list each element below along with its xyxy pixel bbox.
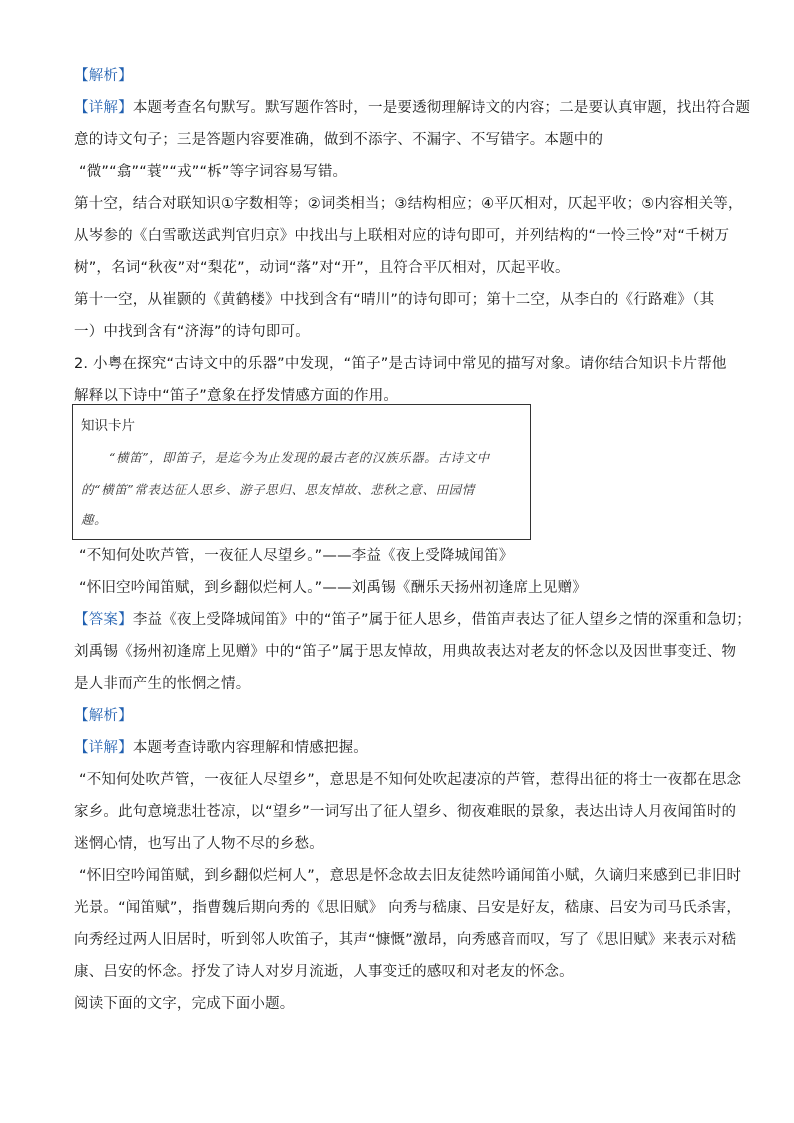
explanation-text: 光景。“闻笛赋”，指曹魏后期向秀的《思旧赋》 向秀与嵇康、吕安是好友，嵇康、吕安为司马氏杀害，	[74, 900, 742, 916]
poem-quote: “不知何处吹芦管，一夜征人尽望乡。”——李益《夜上受降城闻笛》	[79, 548, 514, 564]
detail-tag: 【详解】	[74, 740, 133, 756]
detail-tag: 【详解】	[74, 100, 133, 116]
explanation-text: 家乡。此句意境悲壮苍凉，以“望乡”一词写出了征人望乡、彻夜难眠的景象，表达出诗人月夜闻笛时的	[74, 804, 737, 820]
paragraph-line: 第十空，结合对联知识①字数相等；②词类相当；③结构相应；④平仄相对，仄起平收；⑤内容相关等，	[74, 196, 743, 212]
paragraph-line: 从岑参的《白雪歌送武判官归京》中找出与上联相对应的诗句即可，并列结构的“一怜三怜”对“千树万	[74, 228, 730, 244]
explanation-text: “不知何处吹芦管，一夜征人尽望乡”，意思是不知何处吹起凄凉的芦管，惹得出征的将士一夜都在思念	[79, 772, 742, 788]
detail-text: 本题考查名句默写。默写题作答时，一是要透彻理解诗文的内容；二是要认真审题，找出符合题	[132, 100, 751, 116]
detail-text: “微”“翕”“蓑”“戎”“柝”等字词容易写错。	[79, 164, 348, 180]
analysis-tag: 【解析】	[74, 68, 133, 84]
answer-text: 李益《夜上受降城闻笛》中的“笛子”属于征人思乡，借笛声表达了征人望乡之情的深重和急切；	[132, 612, 751, 628]
question-2-text: 2. 小粤在探究“古诗文中的乐器”中发现，“笛子”是古诗词中常见的描写对象。请你结合知识卡片帮他	[74, 356, 727, 372]
paragraph-line: 第十一空，从崔颢的《黄鹤楼》中找到含有“晴川”的诗句即可；第十二空，从李白的《行路难》（其	[74, 292, 715, 308]
paragraph-line: 树”，名词“秋夜”对“梨花”，动词“落”对“开”，且符合平仄相对，仄起平收。	[74, 260, 570, 276]
knowledge-card-text: “横笛”，即笛子，是迄今为止发现的最古老的汉族乐器。古诗文中	[109, 450, 490, 465]
detail-paragraph-line	[74, 98, 750, 118]
analysis-tag: 【解析】	[74, 708, 133, 724]
knowledge-card-text: 的“横笛”常表达征人思乡、游子思归、思友悼故、悲秋之意、田园情	[81, 482, 475, 497]
question-2-text: 解释以下诗中“笛子”意象在抒发情感方面的作用。	[74, 388, 399, 404]
explanation-text: 向秀经过两人旧居时，听到邻人吹笛子，其声“慷慨”激昂，向秀感音而叹，写了《思旧赋》来表示对嵇	[74, 932, 737, 948]
answer-tag: 【答案】	[74, 612, 133, 628]
knowledge-card	[72, 404, 531, 540]
paragraph-line: 一）中找到含有“济海”的诗句即可。	[74, 324, 310, 340]
knowledge-card-title: 知识卡片	[81, 418, 135, 434]
answer-line	[74, 610, 751, 630]
explanation-text: 康、吕安的怀念。抒发了诗人对岁月流逝，人事变迁的感叹和对老友的怀念。	[74, 964, 574, 980]
explanation-text: “怀旧空吟闻笛赋，到乡翻似烂柯人”，意思是怀念故去旧友徒然吟诵闻笛小赋，久谪归来感到已非旧时	[79, 868, 742, 884]
knowledge-card-text: 趣。	[81, 512, 108, 527]
reading-instruction: 阅读下面的文字，完成下面小题。	[74, 996, 295, 1012]
explanation-text: 迷惘心情，也写出了人物不尽的乡愁。	[74, 836, 324, 852]
detail-text: 意的诗文句子；三是答题内容要准确，做到不添字、不漏字、不写错字。本题中的	[74, 132, 604, 148]
detail-paragraph-line	[74, 738, 368, 758]
detail-text: 本题考查诗歌内容理解和情感把握。	[132, 740, 369, 756]
answer-text: 刘禹锡《扬州初逢席上见赠》中的“笛子”属于思友悼故，用典故表达对老友的怀念以及因世事变迁、物	[74, 644, 737, 660]
answer-text: 是人非而产生的怅惘之情。	[74, 676, 251, 692]
poem-quote: “怀旧空吟闻笛赋，到乡翻似烂柯人。”——刘禹锡《酬乐天扬州初逢席上见赠》	[79, 580, 587, 596]
